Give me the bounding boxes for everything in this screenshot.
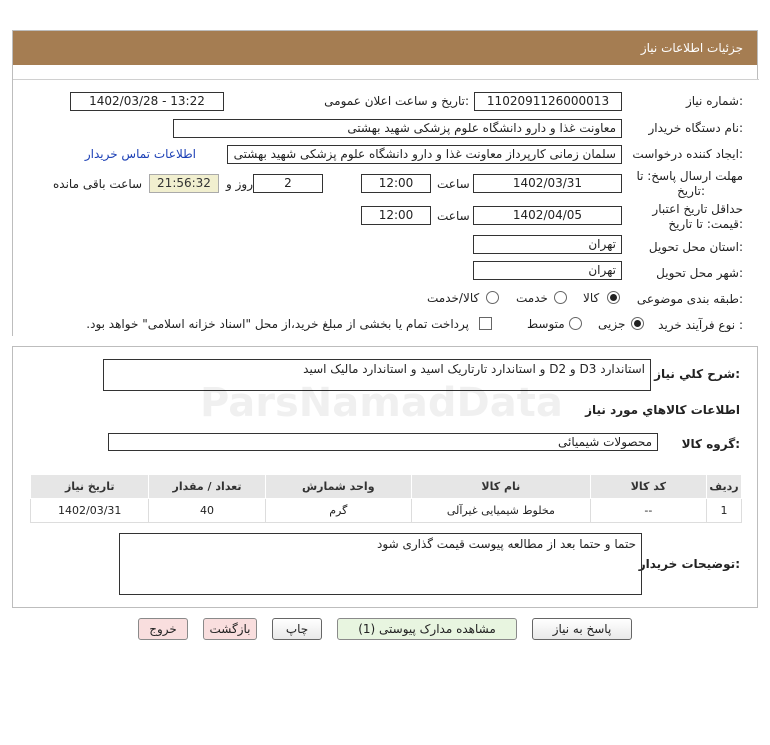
category-goods-service-radio[interactable] — [486, 291, 499, 304]
deadline-label: مهلت ارسال پاسخ: تا — [636, 169, 743, 183]
summary-label: شرح کلي نياز: — [654, 367, 740, 381]
cell-unit: گرم — [265, 499, 411, 523]
cell-row: 1 — [706, 499, 741, 523]
goods-table-header — [31, 475, 742, 499]
col-unit: واحد شمارش — [265, 475, 411, 499]
process-medium-label: متوسط — [527, 317, 565, 331]
days-field: 2 — [253, 174, 323, 193]
remaining-time-label: ساعت باقی مانده — [53, 177, 143, 191]
process-label: نوع فرآیند خرید : — [658, 318, 743, 332]
process-small-radio[interactable] — [631, 317, 644, 330]
category-goods-label: کالا — [583, 291, 600, 305]
watermark: ParsNamadData — [200, 380, 563, 426]
deadline-time-field: 12:00 — [361, 174, 431, 193]
cell-name: مخلوط شیمیایی غیرآلی — [411, 499, 590, 523]
goods-group-label: گروه کالا: — [681, 437, 740, 451]
buyer-org-field: معاونت غذا و دارو دانشگاه علوم پزشکی شهید بهشتی — [173, 119, 622, 138]
validity-label: حداقل تاریخ اعتبار — [652, 202, 743, 216]
buyer-contact-link[interactable]: اطلاعات تماس خریدار — [84, 147, 196, 161]
col-code: کد کالا — [590, 475, 706, 499]
goods-table — [30, 474, 742, 523]
category-service-radio[interactable] — [554, 291, 567, 304]
province-label: استان محل تحویل: — [648, 240, 743, 254]
announce-date-field: 1402/03/28 - 13:22 — [70, 92, 224, 111]
exit-button[interactable]: خروج — [138, 618, 188, 640]
validity-label-date: قیمت: تا تاریخ: — [668, 217, 743, 231]
validity-date-field: 1402/04/05 — [473, 206, 622, 225]
cell-need-date: 1402/03/31 — [31, 499, 149, 523]
print-button[interactable]: چاپ — [272, 618, 322, 640]
city-label: شهر محل تحویل: — [656, 266, 743, 280]
process-small-label: جزیی — [598, 317, 626, 331]
remaining-time-field: 21:56:32 — [149, 174, 219, 193]
col-name: نام کالا — [411, 475, 590, 499]
deadline-label-date: تاریخ: — [677, 184, 705, 198]
buyer-notes-field: حتما و حتما بعد از مطالعه پیوست قیمت گذاری شود — [119, 533, 642, 595]
need-info-form — [13, 79, 759, 337]
category-service-label: خدمت — [516, 291, 548, 305]
col-need-date: تاریخ نیاز — [31, 475, 149, 499]
category-label: طبقه بندی موضوعی: — [636, 292, 743, 306]
col-quantity: تعداد / مقدار — [149, 475, 265, 499]
reply-button[interactable]: پاسخ به نیاز — [532, 618, 632, 640]
need-number-label: شماره نیاز: — [685, 94, 743, 108]
attachments-button[interactable]: مشاهده مدارک پیوستی (1) — [337, 618, 517, 640]
deadline-date-field: 1402/03/31 — [473, 174, 622, 193]
buyer-notes-label: توضیحات خریدار: — [638, 557, 740, 571]
cell-code: -- — [590, 499, 706, 523]
process-medium-radio[interactable] — [569, 317, 582, 330]
announce-date-label: تاریخ و ساعت اعلان عمومی: — [324, 94, 469, 108]
summary-field: استاندارد D3 و D2 و استاندارد تارتاریک اسید و استاندارد مالیک اسید — [103, 359, 651, 391]
col-row: ردیف — [706, 475, 741, 499]
treasury-payment-note: پرداخت تمام یا بخشی از مبلغ خرید،از محل "اسناد خزانه اسلامی" خواهد بود. — [86, 317, 469, 331]
city-field: تهران — [473, 261, 622, 280]
table-row — [31, 499, 742, 523]
category-goods-service-label: کالا/خدمت — [427, 291, 480, 305]
category-goods-radio[interactable] — [607, 291, 620, 304]
treasury-payment-checkbox[interactable] — [479, 317, 492, 330]
validity-time-field: 12:00 — [361, 206, 431, 225]
back-button[interactable]: بازگشت — [203, 618, 257, 640]
goods-group-field: محصولات شیمیائی — [108, 433, 658, 451]
cell-quantity: 40 — [149, 499, 265, 523]
page-title: جزئیات اطلاعات نیاز — [13, 31, 757, 65]
requester-label: ایجاد کننده درخواست: — [632, 147, 743, 161]
validity-time-label: ساعت — [437, 209, 470, 223]
need-details-panel — [12, 30, 758, 336]
goods-info-title: اطلاعات کالاهاي مورد نياز — [585, 403, 740, 417]
days-label: روز و — [226, 177, 253, 191]
requester-field: سلمان زمانی کارپرداز معاونت غذا و دارو دانشگاه علوم پزشکی شهید بهشتی — [227, 145, 622, 164]
deadline-time-label: ساعت — [437, 177, 470, 191]
need-number-field: 1102091126000013 — [474, 92, 622, 111]
province-field: تهران — [473, 235, 622, 254]
buyer-org-label: نام دستگاه خریدار: — [648, 121, 743, 135]
